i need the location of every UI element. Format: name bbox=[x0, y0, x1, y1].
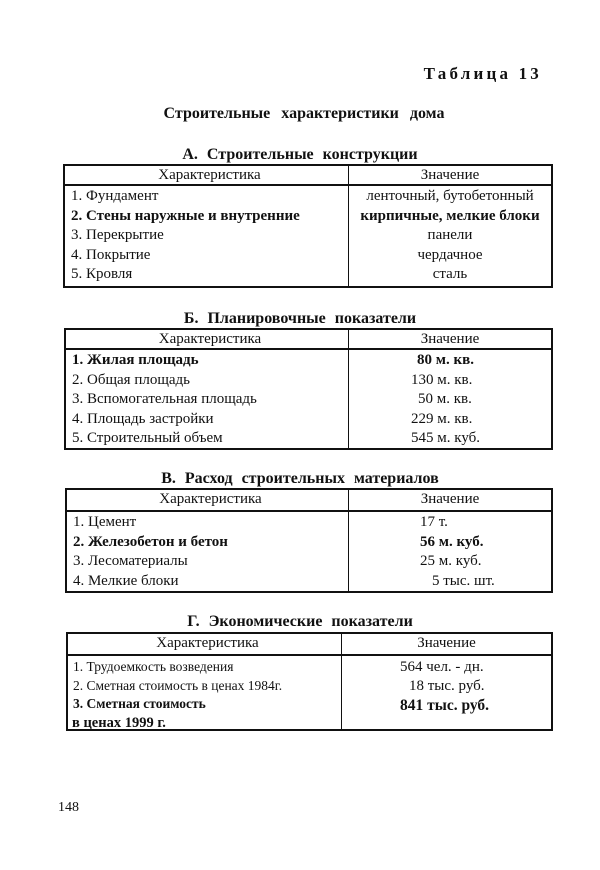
column-header-characteristic: Характеристика bbox=[68, 634, 342, 654]
cell-value: панели bbox=[427, 227, 473, 243]
cell-value: 50 м. кв. bbox=[418, 391, 472, 407]
cell-label: 5. Кровля bbox=[71, 266, 133, 282]
column-header-value: Значение bbox=[420, 491, 480, 507]
cell-label: 3. Лесоматериалы bbox=[73, 553, 188, 569]
table-materials bbox=[65, 488, 553, 593]
cell-label: 3. Перекрытие bbox=[71, 227, 164, 243]
cell-value: 80 м. кв. bbox=[417, 352, 474, 368]
section-title-d: Г. Экономические показатели bbox=[187, 613, 413, 630]
cell-value: кирпичные, мелкие блоки bbox=[360, 207, 540, 224]
cell-value: ленточный, бутобетонный bbox=[366, 188, 534, 204]
column-header-value: Значение bbox=[420, 167, 480, 183]
table-header-row bbox=[68, 634, 551, 656]
cell-value: 229 м. кв. bbox=[411, 410, 473, 427]
cell-label: 1. Жилая площадь bbox=[72, 352, 199, 368]
table-header-row bbox=[67, 490, 551, 512]
cell-label: 4. Мелкие блоки bbox=[73, 572, 179, 589]
cell-label: 2. Общая площадь bbox=[72, 371, 191, 388]
cell-label: 1. Трудоемкость возведения bbox=[73, 659, 234, 674]
table-construction bbox=[63, 164, 553, 288]
cell-label: 3. Вспомогательная площадь bbox=[72, 391, 257, 407]
cell-label-continuation: в ценах 1999 г. bbox=[72, 714, 166, 731]
column-header-characteristic: Характеристика bbox=[65, 166, 349, 184]
cell-value: сталь bbox=[432, 266, 468, 282]
page-number: 148 bbox=[58, 800, 79, 815]
cell-value: 17 т. bbox=[420, 514, 448, 530]
cell-label: 4. Покрытие bbox=[71, 246, 151, 263]
table-planning bbox=[64, 328, 553, 450]
column-header-characteristic: Характеристика bbox=[66, 330, 349, 348]
table-number-label: Таблица 13 bbox=[423, 64, 542, 83]
column-header-value: Значение bbox=[417, 635, 476, 651]
table-economic bbox=[66, 632, 553, 731]
section-title-b: Б. Планировочные показатели bbox=[183, 310, 417, 327]
column-header-characteristic: Характеристика bbox=[67, 490, 349, 510]
table-header-row bbox=[65, 166, 551, 186]
cell-label: 2. Стены наружные и внутренние bbox=[71, 207, 300, 224]
cell-value: 5 тыс. шт. bbox=[432, 572, 495, 589]
page-title: Строительные характеристики дома bbox=[163, 105, 445, 122]
cell-label: 3. Сметная стоимость bbox=[73, 696, 206, 711]
cell-label: 5. Строительный объем bbox=[72, 430, 223, 446]
cell-label: 1. Фундамент bbox=[71, 188, 159, 204]
cell-value: 564 чел. - дн. bbox=[400, 659, 484, 675]
cell-value: 841 тыс. руб. bbox=[400, 697, 490, 714]
cell-value: 25 м. куб. bbox=[420, 553, 482, 569]
column-header-value: Значение bbox=[420, 331, 480, 347]
table-header-row bbox=[66, 330, 551, 350]
cell-value: 130 м. кв. bbox=[411, 371, 473, 388]
cell-label: 2. Железобетон и бетон bbox=[73, 533, 228, 550]
section-title-a: А. Строительные конструкции bbox=[182, 146, 418, 163]
section-title-c: В. Расход строительных материалов bbox=[161, 470, 439, 487]
cell-value: 18 тыс. руб. bbox=[409, 678, 485, 694]
cell-label: 4. Площадь застройки bbox=[72, 410, 214, 427]
cell-value: 56 м. куб. bbox=[420, 533, 484, 550]
cell-label: 1. Цемент bbox=[73, 514, 137, 530]
cell-value: чердачное bbox=[417, 246, 483, 263]
cell-value: 545 м. куб. bbox=[411, 430, 481, 446]
cell-label: 2. Сметная стоимость в ценах 1984г. bbox=[73, 677, 283, 693]
